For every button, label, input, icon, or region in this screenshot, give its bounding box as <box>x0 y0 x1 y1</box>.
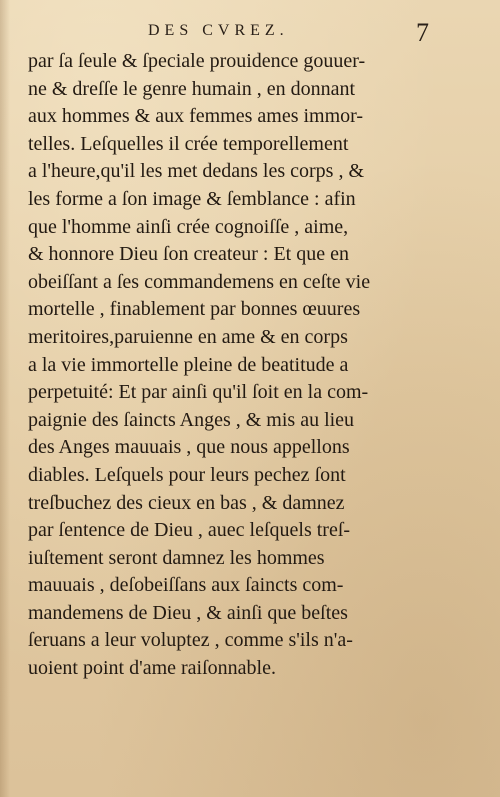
text-line: par ſa ſeule & ſpeciale prouidence gouuer- <box>28 50 366 72</box>
text-line: meritoires,paruienne en ame & en corps <box>28 325 348 348</box>
running-head-title: DES CVREZ. <box>148 22 289 39</box>
text-line: obeiſſant a ſes commandemens en ceſte vie <box>28 270 371 293</box>
text-line: uoient point d'ame raiſonnable. <box>28 657 276 680</box>
spine-shadow <box>0 0 10 797</box>
text-line: ne & dreſſe le genre humain , en donnant <box>28 77 356 100</box>
text-line: aux hommes & aux femmes ames immor- <box>28 105 364 128</box>
text-line: mauuais , deſobeiſſans aux ſaincts com- <box>28 574 344 597</box>
text-line: mortelle , finablement par bonnes œuures <box>28 298 361 321</box>
text-line: diables. Leſquels pour leurs pechez ſont <box>28 463 346 486</box>
text-line: par ſentence de Dieu , auec leſquels treſ- <box>28 519 351 542</box>
running-head <box>0 18 500 48</box>
body-text <box>28 48 438 683</box>
text-line: des Anges mauuais , que nous appellons <box>28 436 350 459</box>
text-line: perpetuité: Et par ainſi qu'il ſoit en la com- <box>28 381 369 404</box>
text-line: mandemens de Dieu , & ainſi que beſtes <box>28 601 348 624</box>
text-line: telles. Leſquelles il crée temporellement <box>28 132 349 155</box>
text-line: a l'heure,qu'il les met dedans les corps , & <box>28 160 365 183</box>
text-line: iuſtement seront damnez les hommes <box>28 546 325 569</box>
text-line: & honnore Dieu ſon createur : Et que en <box>28 243 349 266</box>
page-number: 7 <box>416 18 429 47</box>
text-line: les forme a ſon image & ſemblance : afin <box>28 187 356 210</box>
text-line: que l'homme ainſi crée cognoiſſe , aime, <box>28 215 349 238</box>
text-line: ſeruans a leur voluptez , comme s'ils n'a- <box>28 629 353 652</box>
text-line: treſbuchez des cieux en bas , & damnez <box>28 491 345 514</box>
text-line: a la vie immortelle pleine de beatitude a <box>28 353 349 376</box>
text-line: paignie des ſaincts Anges , & mis au lieu <box>28 408 355 431</box>
